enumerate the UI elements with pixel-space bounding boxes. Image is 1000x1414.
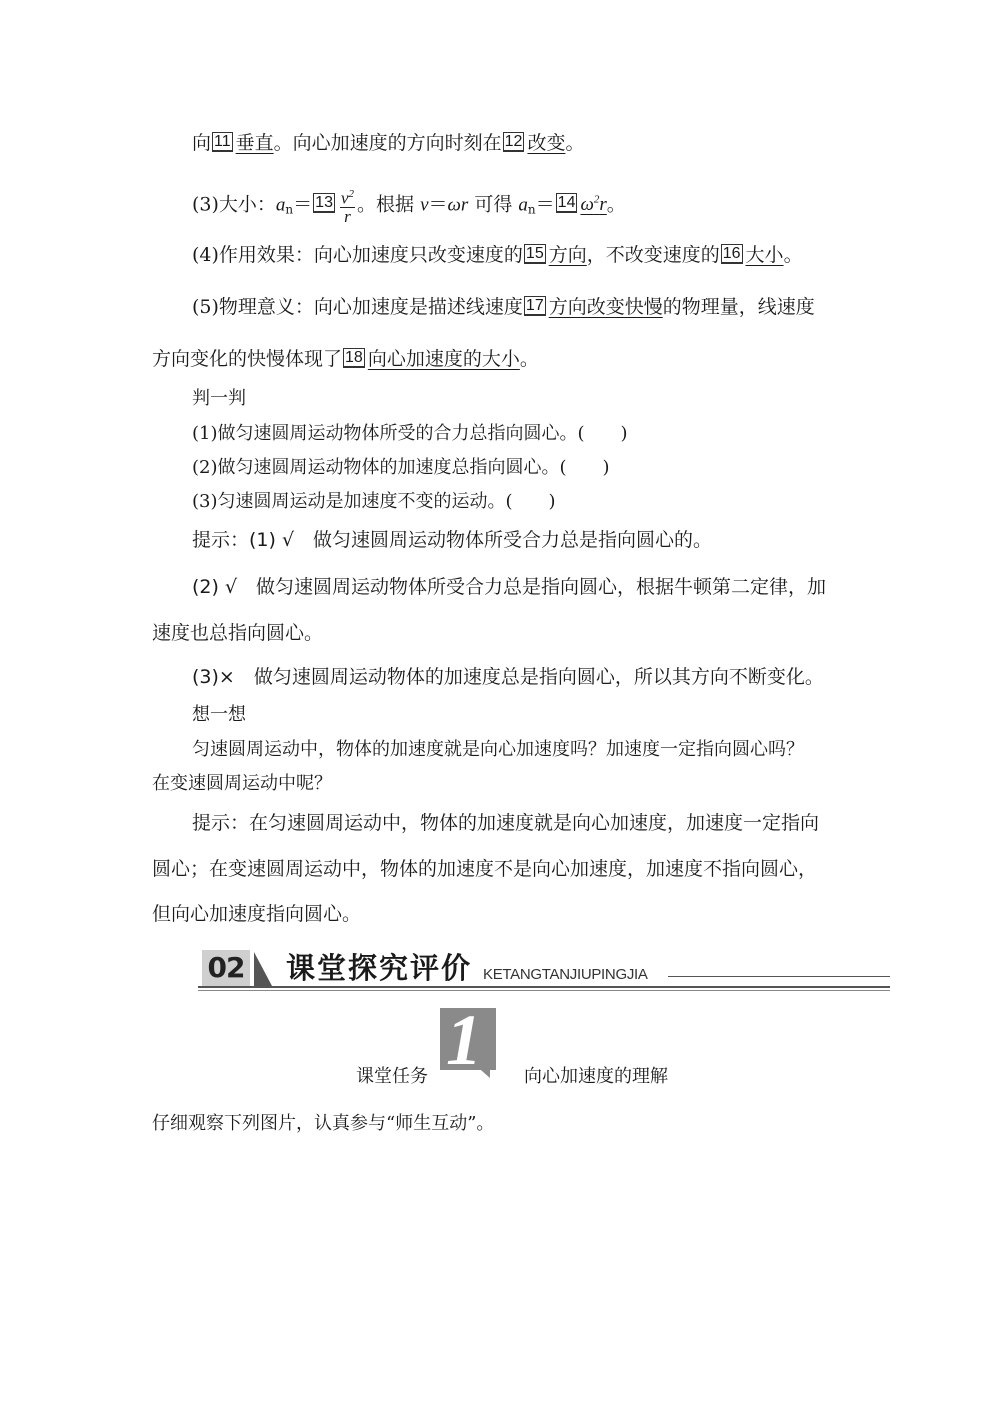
think-answer-3: 但向心加速度指向圆心。 (152, 903, 362, 925)
answer-14: $\omega^2r$ (580, 194, 607, 216)
blank-number-14: 14 (557, 194, 576, 212)
answer-15: 方向 (548, 244, 587, 266)
answer-12: 改变 (527, 132, 566, 154)
blank-number-18: 18 (345, 349, 363, 366)
hint-3: (3)× 做匀速圆周运动物体的加速度总是指向圆心，所以其方向不断变化。 (192, 666, 824, 688)
answer-11: 垂直 (235, 132, 274, 154)
think-title: 想一想 (192, 704, 246, 725)
section-rule-thin (668, 976, 890, 977)
task-number: 1 (446, 1000, 482, 1080)
answer-16: 大小 (745, 244, 784, 266)
think-question-2: 在变速圆周运动中呢？ (152, 773, 332, 794)
think-answer-2: 圆心；在变速圆周运动中，物体的加速度不是向心加速度，加速度不指向圆心， (152, 858, 818, 880)
section-arrow-icon (254, 952, 272, 986)
blank-number-16: 16 (722, 245, 741, 262)
answer-line-1: 向 11 垂直。向心加速度的方向时刻在 12 改变。 (192, 132, 585, 154)
answer-line-3: (4)作用效果：向心加速度只改变速度的 15 方向，不改变速度的 16 大小。 (192, 244, 803, 266)
answer-line-4: (5)物理意义：向心加速度是描述线速度 17 方向改变快慢的物理量，线速度 (192, 296, 815, 318)
instruction-text: 仔细观察下列图片，认真参与“师生互动”。 (152, 1113, 495, 1134)
blank-number-12: 12 (504, 133, 523, 150)
answer-17: 方向改变快慢 (548, 296, 663, 318)
fraction-v2-over-r: $\frac{v^2}{r}$ (340, 185, 355, 227)
section-title: 课堂探究评价 (286, 951, 473, 985)
section-rule-lower (198, 990, 890, 991)
task-label: 课堂任务 (356, 1066, 428, 1087)
blank-number-15: 15 (525, 245, 544, 262)
think-question-1: 匀速圆周运动中，物体的加速度就是向心加速度吗？加速度一定指向圆心吗？ (192, 739, 804, 760)
answer-line-5: 方向变化的快慢体现了 18 向心加速度的大小。 (152, 348, 539, 370)
section-number: 02 (202, 950, 250, 986)
task-number-badge (440, 1000, 496, 1080)
hint-1: 提示：(1) √ 做匀速圆周运动物体所受合力总是指向圆心的。 (192, 529, 713, 551)
answer-18: 向心加速度的大小 (367, 348, 520, 370)
think-answer-1: 提示：在匀速圆周运动中，物体的加速度就是向心加速度，加速度一定指向 (192, 812, 820, 834)
answer-line-2: (3)大小：$a_n= 13$ $\frac{v^2}{r}$ 。根据 v＝ωr 可得 $a_n= 14$ $\omega^2r$。 (192, 180, 626, 229)
blank-number-11: 11 (214, 133, 231, 150)
blank-number-13: 13 (315, 194, 333, 212)
task-title: 向心加速度的理解 (524, 1066, 668, 1087)
section-title-pinyin: KETANGTANJIUPINGJIA (483, 966, 648, 983)
judge-item-2: (2)做匀速圆周运动物体的加速度总指向圆心。( ) (192, 457, 610, 478)
judge-item-3: (3)匀速圆周运动是加速度不变的运动。( ) (192, 491, 556, 512)
judge-title: 判一判 (192, 388, 246, 409)
hint-2a: (2) √ 做匀速圆周运动物体所受合力总是指向圆心，根据牛顿第二定律，加 (192, 576, 827, 598)
section-rule (198, 986, 890, 988)
section-header (198, 946, 890, 992)
blank-number-17: 17 (525, 297, 544, 314)
hint-2b: 速度也总指向圆心。 (152, 622, 324, 644)
judge-item-1: (1)做匀速圆周运动物体所受的合力总指向圆心。( ) (192, 423, 628, 444)
